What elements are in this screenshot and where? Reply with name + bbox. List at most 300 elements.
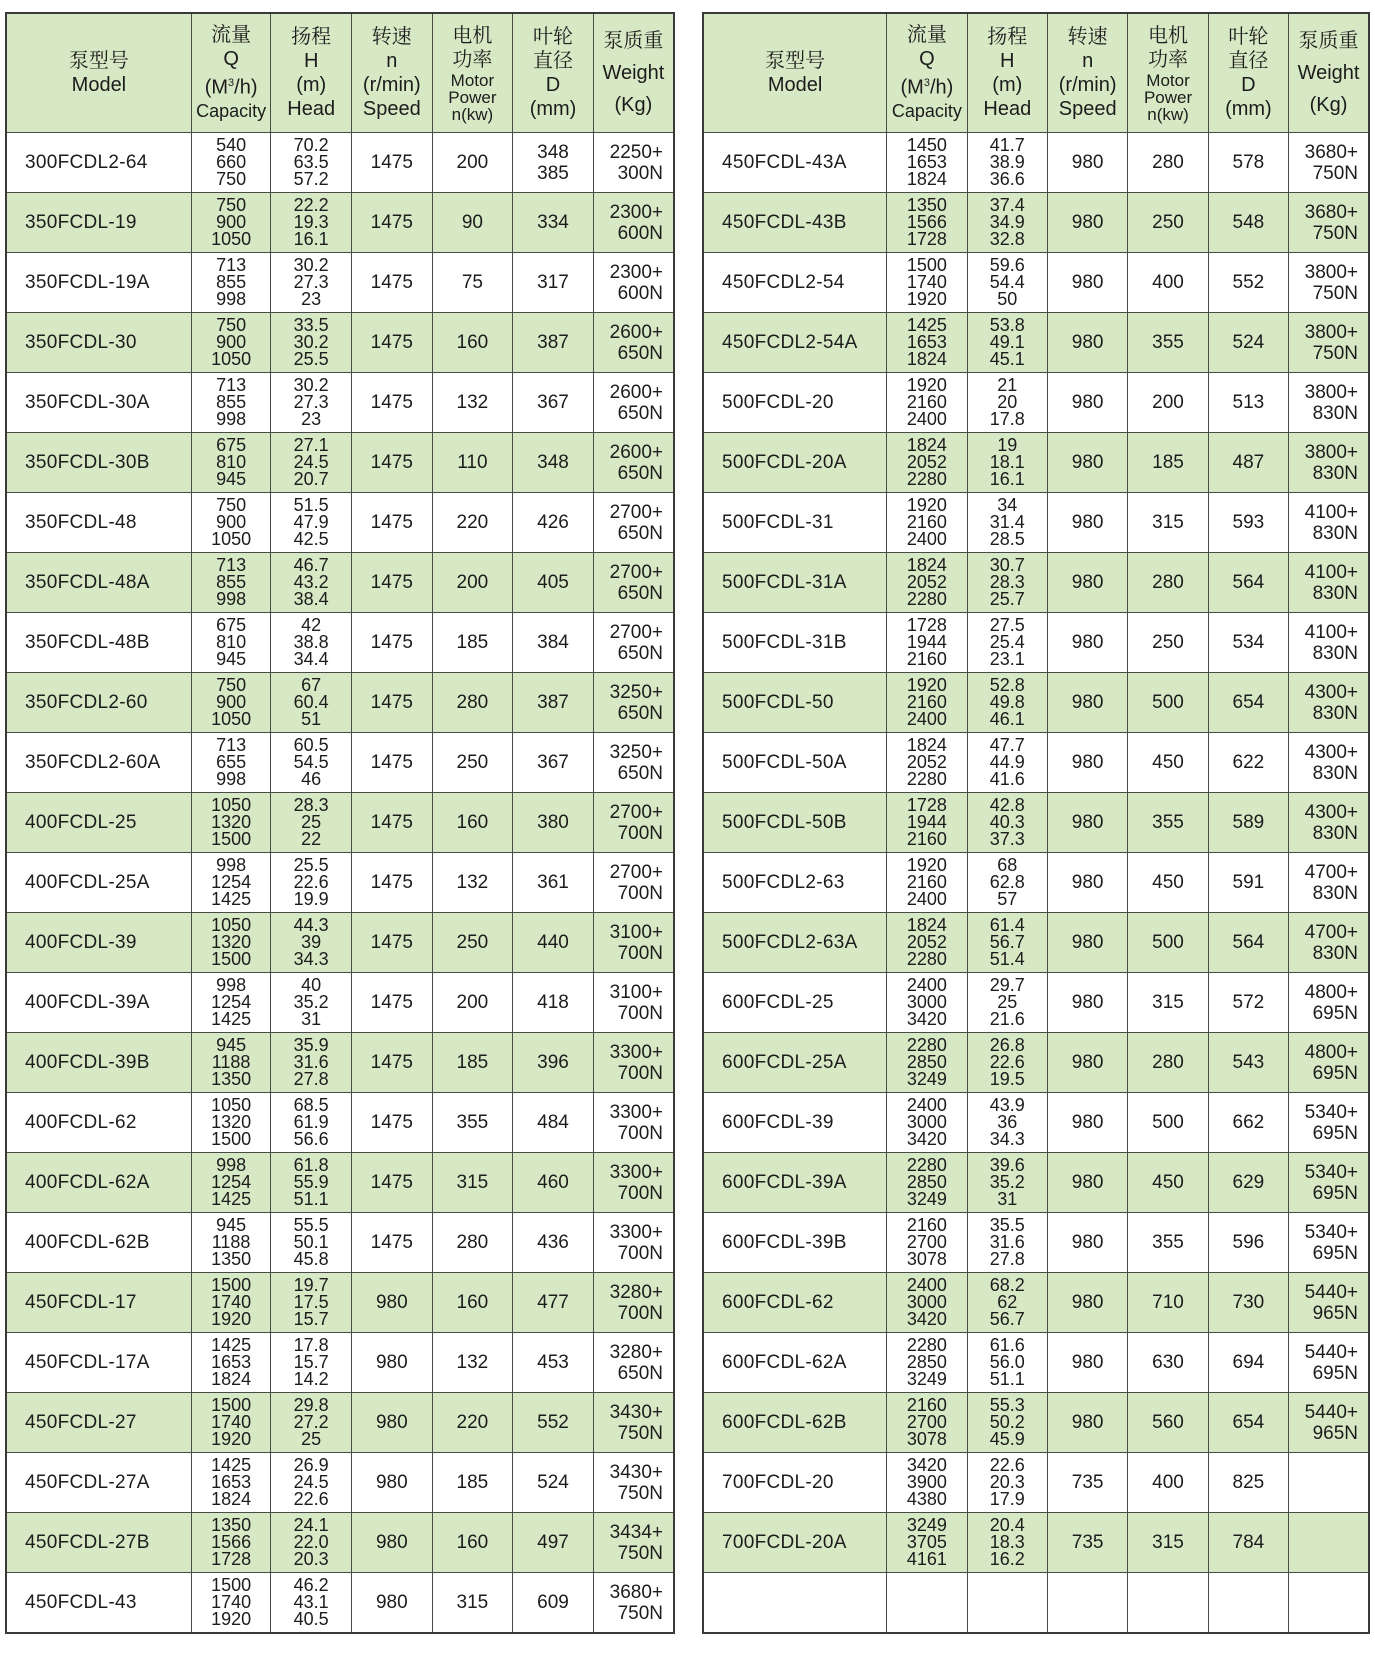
power-cell: 400 [1128, 1453, 1208, 1513]
weight-cell [593, 733, 674, 793]
speed-cell: 1475 [351, 1153, 432, 1213]
cell-line: 1566 [211, 1532, 252, 1552]
cell-line: 1920 [906, 289, 947, 309]
table-row [6, 613, 674, 673]
cell-line: 2400 [906, 529, 947, 549]
head-cell [271, 673, 352, 733]
cell-line: 59.6 [989, 255, 1025, 275]
cell-line: 654 [1232, 1411, 1265, 1433]
cell-line: 2280 [906, 769, 947, 789]
cell-line: 3420 [906, 1009, 947, 1029]
cell-line: 1944 [906, 632, 947, 652]
table-body [703, 133, 1369, 1634]
capacity-cell [887, 193, 967, 253]
cell-line: 39 [301, 932, 322, 952]
cell-line: 19.3 [293, 212, 329, 232]
head-cell [967, 1153, 1047, 1213]
cell-line: 700N [617, 1242, 663, 1264]
table-row [6, 733, 674, 793]
header-line: $(M^3/h)$ [900, 76, 954, 99]
cell-line: 41.6 [989, 769, 1025, 789]
cell-line: 830N [1312, 582, 1358, 604]
cell-line: 730 [1232, 1291, 1265, 1313]
speed-cell: 980 [1047, 1153, 1127, 1213]
capacity-cell [887, 793, 967, 853]
cell-line: 17.5 [293, 1292, 329, 1312]
cell-line: 55.3 [989, 1395, 1025, 1415]
cell-line: 830N [1312, 882, 1358, 904]
head-cell [271, 373, 352, 433]
cell-line: 42 [301, 615, 322, 635]
cell-line: 4300+ [1304, 681, 1358, 703]
cell-line: 2850 [906, 1172, 947, 1192]
speed-cell: 1475 [351, 973, 432, 1033]
diameter-cell [1208, 913, 1288, 973]
diameter-cell [513, 373, 594, 433]
power-cell: 185 [432, 613, 513, 673]
header-weight [593, 13, 674, 133]
cell-line: 1824 [906, 915, 947, 935]
cell-line: 2052 [906, 932, 947, 952]
power-cell: 185 [432, 1033, 513, 1093]
cell-line: 50 [997, 289, 1018, 309]
speed-cell: 980 [1047, 1213, 1127, 1273]
speed-cell: 1475 [351, 673, 432, 733]
weight-cell [593, 1333, 674, 1393]
weight-cell [593, 973, 674, 1033]
speed-cell: 980 [351, 1513, 432, 1573]
speed-cell: 1475 [351, 913, 432, 973]
power-cell: 280 [1128, 1033, 1208, 1093]
head-cell [271, 1513, 352, 1573]
empty-cell [1128, 1573, 1208, 1634]
weight-cell [593, 1453, 674, 1513]
header-line: Head [287, 98, 336, 120]
cell-line: 61.8 [293, 1155, 329, 1175]
cell-line: 62.8 [989, 872, 1025, 892]
head-cell [271, 853, 352, 913]
header-line: 直径 [533, 50, 573, 72]
cell-line: 596 [1232, 1231, 1265, 1253]
cell-line: 19.5 [989, 1069, 1025, 1089]
cell-line: 1653 [211, 1352, 252, 1372]
table-row [6, 1273, 674, 1333]
cell-line: 380 [537, 811, 569, 833]
power-cell: 315 [1128, 493, 1208, 553]
head-cell [967, 1273, 1047, 1333]
cell-line: 24.5 [293, 452, 329, 472]
diameter-cell [513, 1033, 594, 1093]
header-speed [351, 13, 432, 133]
capacity-cell [191, 1393, 271, 1453]
power-cell: 630 [1128, 1333, 1208, 1393]
power-cell: 200 [432, 973, 513, 1033]
cell-line: 3280+ [609, 1341, 663, 1363]
cell-line: 385 [537, 162, 569, 184]
cell-line: 750 [216, 675, 247, 695]
cell-line: 2160 [906, 872, 947, 892]
cell-line: 3680+ [1304, 201, 1358, 223]
cell-line: 750 [216, 495, 247, 515]
head-cell [271, 1573, 352, 1634]
cell-line: 1824 [906, 555, 947, 575]
cell-line: 361 [537, 871, 569, 893]
cell-line: 19 [997, 435, 1018, 455]
cell-line: 2400 [906, 1275, 947, 1295]
header-line: Speed [362, 98, 421, 120]
cell-line: 2052 [906, 752, 947, 772]
header-line: 泵型号 [68, 50, 129, 72]
power-cell: 315 [432, 1573, 513, 1634]
cell-line: 695N [1312, 1242, 1358, 1264]
cell-line: 622 [1232, 751, 1265, 773]
header-line: (mm) [529, 98, 577, 120]
cell-line: 31.6 [989, 1232, 1025, 1252]
model-cell: 700FCDL-20A [703, 1513, 887, 1573]
capacity-cell [887, 373, 967, 433]
head-cell [967, 553, 1047, 613]
model-cell: 350FCDL-30 [6, 313, 191, 373]
power-cell: 250 [1128, 193, 1208, 253]
model-cell: 450FCDL-17 [6, 1273, 191, 1333]
cell-line: 47.9 [293, 512, 329, 532]
speed-cell: 980 [1047, 1333, 1127, 1393]
cell-line: 600N [617, 222, 663, 244]
cell-line: 29.7 [989, 975, 1025, 995]
cell-line: 564 [1232, 931, 1265, 953]
cell-line: 1050 [211, 529, 252, 549]
cell-line: 68 [997, 855, 1018, 875]
pump-spec-table-right [702, 12, 1370, 1634]
cell-line: 2052 [906, 572, 947, 592]
power-cell: 450 [1128, 1153, 1208, 1213]
cell-line: 650N [617, 642, 663, 664]
weight-cell [1289, 673, 1369, 733]
weight-cell [593, 913, 674, 973]
weight-cell [1289, 1393, 1369, 1453]
model-cell: 500FCDL-31B [703, 613, 887, 673]
cell-line: 35.2 [989, 1172, 1025, 1192]
cell-line: 27.2 [293, 1412, 329, 1432]
cell-line: 31.6 [293, 1052, 329, 1072]
table-row [6, 913, 674, 973]
cell-line: 1500 [211, 1575, 252, 1595]
capacity-cell [191, 253, 271, 313]
speed-cell: 1475 [351, 373, 432, 433]
cell-line: 28.3 [989, 572, 1025, 592]
model-cell: 500FCDL-50 [703, 673, 887, 733]
cell-line: 34.9 [989, 212, 1025, 232]
cell-line: 31 [301, 1009, 322, 1029]
table-row [6, 373, 674, 433]
weight-cell [593, 1153, 674, 1213]
table-row [703, 1393, 1369, 1453]
cell-line: 675 [216, 435, 247, 455]
diameter-cell [513, 673, 594, 733]
cell-line: 54.5 [293, 752, 329, 772]
speed-cell: 1475 [351, 1213, 432, 1273]
cell-line: 2400 [906, 889, 947, 909]
header-impeller-diameter [1208, 13, 1288, 133]
cell-line: 3300+ [609, 1221, 663, 1243]
cell-line: 27.3 [293, 272, 329, 292]
capacity-cell [191, 973, 271, 1033]
cell-line: 1254 [211, 872, 252, 892]
header-head [271, 13, 352, 133]
cell-line: 22.6 [989, 1052, 1025, 1072]
cell-line: 3800+ [1304, 321, 1358, 343]
header-line: 泵质重 [603, 30, 664, 52]
head-cell [271, 613, 352, 673]
cell-line: 3078 [906, 1429, 947, 1449]
cell-line: 713 [216, 735, 247, 755]
header-line: 电机 [1148, 24, 1189, 47]
weight-cell [1289, 733, 1369, 793]
cell-line: 49.8 [989, 692, 1025, 712]
cell-line: 1824 [906, 735, 947, 755]
header-line: 泵质重 [1298, 30, 1359, 52]
power-cell: 315 [1128, 1513, 1208, 1573]
capacity-cell [191, 1573, 271, 1634]
cell-line: 3300+ [609, 1101, 663, 1123]
capacity-cell [191, 793, 271, 853]
cell-line: 1050 [211, 1095, 252, 1115]
table-row [6, 853, 674, 913]
cell-line: 900 [216, 212, 247, 232]
cell-line: 25.7 [989, 589, 1025, 609]
model-cell: 350FCDL2-60A [6, 733, 191, 793]
cell-line: 460 [537, 1171, 569, 1193]
power-cell: 355 [1128, 1213, 1208, 1273]
header-capacity [191, 13, 271, 133]
cell-line: 700N [617, 1002, 663, 1024]
cell-line: 2700+ [609, 861, 663, 883]
capacity-cell [887, 973, 967, 1033]
cell-line: 750N [1312, 162, 1358, 184]
empty-cell [1047, 1573, 1127, 1634]
cell-line: 15.7 [293, 1352, 329, 1372]
cell-line: 46 [301, 769, 322, 789]
weight-cell [593, 313, 674, 373]
table-row [6, 1333, 674, 1393]
power-cell: 315 [1128, 973, 1208, 1033]
capacity-cell [191, 373, 271, 433]
cell-line: 1500 [211, 829, 252, 849]
header-line: Weight [602, 62, 665, 84]
cell-line: 540 [216, 135, 247, 155]
model-cell: 600FCDL-62B [703, 1393, 887, 1453]
cell-line: 43.9 [989, 1095, 1025, 1115]
cell-line: 750N [617, 1482, 663, 1504]
cell-line: 2700+ [609, 501, 663, 523]
table-row [6, 253, 674, 313]
model-cell: 350FCDL-48B [6, 613, 191, 673]
cell-line: 38.4 [293, 589, 329, 609]
power-cell: 280 [1128, 553, 1208, 613]
cell-line: 40.3 [989, 812, 1025, 832]
speed-cell: 980 [1047, 253, 1127, 313]
cell-line: 47.7 [989, 735, 1025, 755]
header-head [967, 13, 1047, 133]
diameter-cell [1208, 673, 1288, 733]
cell-line: 2280 [906, 589, 947, 609]
cell-line: 1740 [906, 272, 947, 292]
cell-line: 387 [537, 331, 569, 353]
weight-cell [1289, 193, 1369, 253]
model-cell: 350FCDL-19 [6, 193, 191, 253]
cell-line: 20.3 [989, 1472, 1025, 1492]
cell-line: 2280 [906, 469, 947, 489]
cell-line: 31.4 [989, 512, 1025, 532]
cell-line: 855 [216, 392, 247, 412]
speed-cell: 980 [1047, 853, 1127, 913]
weight-cell [1289, 973, 1369, 1033]
model-cell: 350FCDL2-60 [6, 673, 191, 733]
head-cell [967, 913, 1047, 973]
power-cell: 710 [1128, 1273, 1208, 1333]
model-cell: 400FCDL-25 [6, 793, 191, 853]
cell-line: 487 [1232, 451, 1265, 473]
model-cell: 350FCDL-48 [6, 493, 191, 553]
cell-line: 62 [997, 1292, 1018, 1312]
cell-line: 3420 [906, 1455, 947, 1475]
diameter-cell [513, 793, 594, 853]
cell-line: 2700+ [609, 801, 663, 823]
head-cell [967, 853, 1047, 913]
cell-line: 2300+ [609, 261, 663, 283]
speed-cell: 1475 [351, 853, 432, 913]
cell-line: 2280 [906, 949, 947, 969]
table-row [6, 313, 674, 373]
header-line: 扬程 [291, 26, 332, 48]
model-cell: 350FCDL-30A [6, 373, 191, 433]
weight-cell [593, 133, 674, 193]
diameter-cell [1208, 1153, 1288, 1213]
cell-line: 4300+ [1304, 741, 1358, 763]
capacity-cell [191, 1033, 271, 1093]
cell-line: 1050 [211, 229, 252, 249]
cell-line: 3800+ [1304, 441, 1358, 463]
cell-line: 650N [617, 402, 663, 424]
head-cell [967, 1453, 1047, 1513]
cell-line: 1920 [906, 375, 947, 395]
diameter-cell [1208, 253, 1288, 313]
model-cell: 400FCDL-25A [6, 853, 191, 913]
capacity-cell [191, 313, 271, 373]
cell-line: 830N [1312, 762, 1358, 784]
head-cell [271, 913, 352, 973]
cell-line: 31 [997, 1189, 1018, 1209]
header-line: $(M^3/h)$ [204, 76, 258, 99]
model-cell: 450FCDL-27 [6, 1393, 191, 1453]
cell-line: 2300+ [609, 201, 663, 223]
cell-line: 3250+ [609, 741, 663, 763]
header-line: Motor [1146, 70, 1190, 90]
cell-line: 440 [537, 931, 569, 953]
model-cell: 450FCDL-43A [703, 133, 887, 193]
capacity-cell [887, 733, 967, 793]
capacity-cell [191, 1513, 271, 1573]
cell-line: 900 [216, 692, 247, 712]
cell-line: 2280 [906, 1155, 947, 1175]
cell-line: 17.9 [989, 1489, 1025, 1509]
cell-line: 1824 [906, 435, 947, 455]
cell-line: 830N [1312, 522, 1358, 544]
model-cell: 450FCDL-27A [6, 1453, 191, 1513]
diameter-cell [513, 913, 594, 973]
speed-cell: 980 [1047, 1273, 1127, 1333]
empty-cell [967, 1573, 1047, 1634]
cell-line: 589 [1232, 811, 1265, 833]
cell-line: 70.2 [293, 135, 329, 155]
table-row [703, 433, 1369, 493]
capacity-cell [887, 1273, 967, 1333]
cell-line: 35.5 [989, 1215, 1025, 1235]
cell-line: 1450 [906, 135, 947, 155]
cell-line: 63.5 [293, 152, 329, 172]
weight-cell [593, 1393, 674, 1453]
cell-line: 1500 [906, 255, 947, 275]
model-cell: 600FCDL-39 [703, 1093, 887, 1153]
cell-line: 965N [1312, 1302, 1358, 1324]
cell-line: 750N [1312, 342, 1358, 364]
cell-line: 1500 [211, 949, 252, 969]
table-row [6, 493, 674, 553]
cell-line: 22.6 [293, 1489, 329, 1509]
weight-cell [593, 493, 674, 553]
weight-cell [593, 1573, 674, 1634]
cell-line: 578 [1232, 151, 1265, 173]
capacity-cell [887, 433, 967, 493]
cell-line: 4380 [906, 1489, 947, 1509]
cell-line: 55.5 [293, 1215, 329, 1235]
cell-line: 1320 [211, 932, 252, 952]
header-line: (r/min) [1058, 74, 1117, 96]
cell-line: 67 [301, 675, 322, 695]
cell-line: 40.5 [293, 1609, 329, 1629]
capacity-cell [191, 1333, 271, 1393]
cell-line: 713 [216, 375, 247, 395]
cell-line: 830N [1312, 402, 1358, 424]
capacity-cell [887, 913, 967, 973]
model-cell: 450FCDL2-54 [703, 253, 887, 313]
header-line: Model [767, 74, 823, 96]
header-line: Power [1143, 87, 1193, 107]
power-cell: 160 [432, 313, 513, 373]
cell-line: 1425 [211, 1189, 252, 1209]
cell-line: 1728 [211, 1549, 252, 1569]
cell-line: 16.1 [293, 229, 329, 249]
diameter-cell [1208, 1513, 1288, 1573]
cell-line: 1740 [211, 1592, 252, 1612]
header-line: (m) [296, 74, 327, 96]
cell-line: 32.8 [989, 229, 1025, 249]
diameter-cell [513, 1573, 594, 1634]
cell-line: 50.2 [989, 1412, 1025, 1432]
diameter-cell [513, 1273, 594, 1333]
power-cell: 185 [1128, 433, 1208, 493]
head-cell [967, 613, 1047, 673]
header-line: Head [983, 98, 1032, 120]
cell-line: 3420 [906, 1309, 947, 1329]
capacity-cell [191, 1093, 271, 1153]
model-cell: 600FCDL-39B [703, 1213, 887, 1273]
cell-line: 1653 [906, 152, 947, 172]
cell-line: 20 [997, 392, 1018, 412]
model-cell: 500FCDL-31A [703, 553, 887, 613]
power-cell: 355 [432, 1093, 513, 1153]
cell-line: 700N [617, 822, 663, 844]
